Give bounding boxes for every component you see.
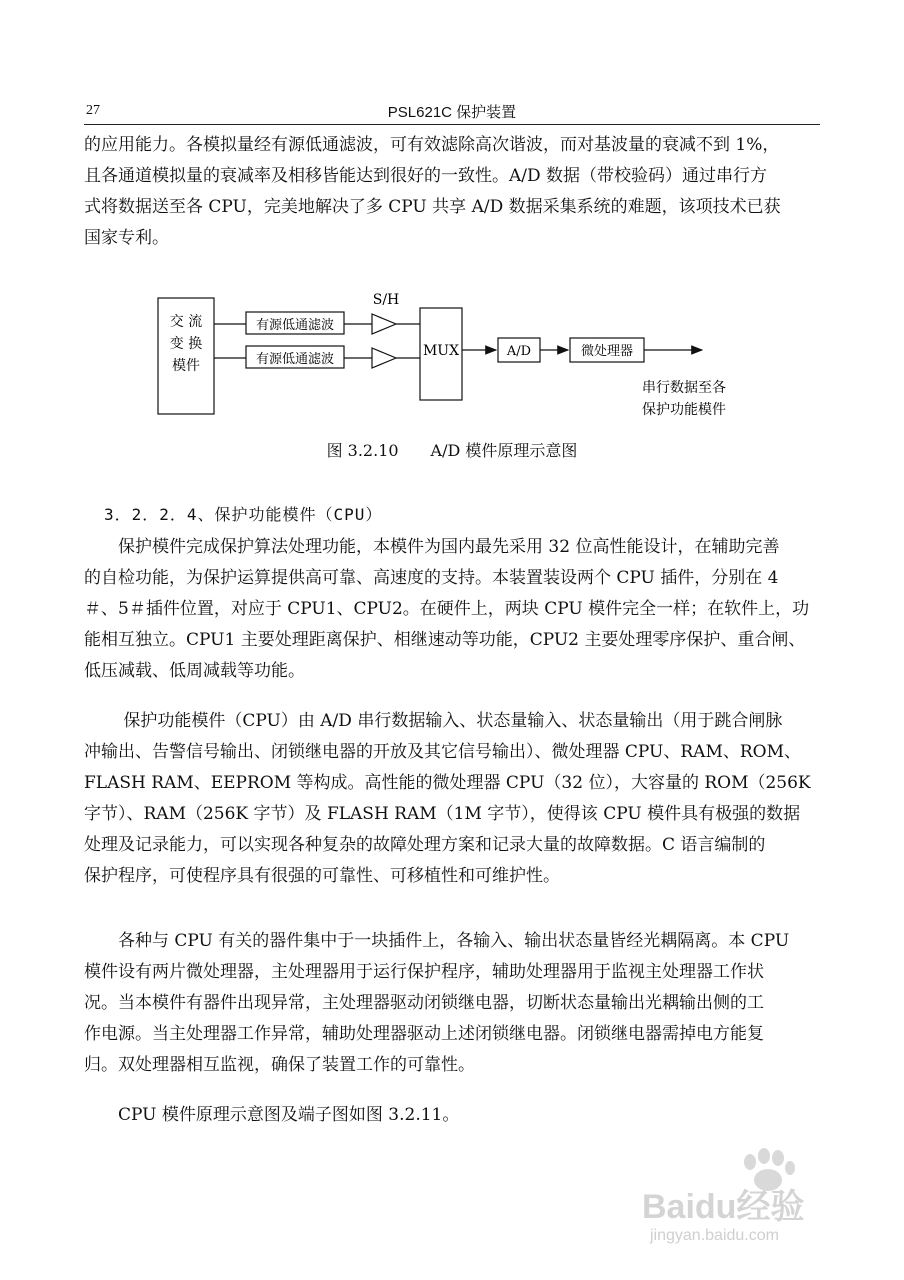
filter-label-2: 有源低通滤波: [255, 352, 335, 367]
text-line: 保护程序，可使程序具有很强的可靠性、可移植性和可维护性。: [84, 866, 560, 886]
output-label-line2: 保护功能模件: [642, 402, 726, 418]
text-line: 国家专利。: [84, 228, 169, 248]
section-heading: 3．2．2．4、保护功能模件（CPU）: [104, 505, 383, 524]
text-line: 各种与 CPU 有关的器件集中于一块插件上，各输入、输出状态量皆经光耦隔离。本 CPU: [84, 931, 790, 951]
ac-module-label: 交 流: [169, 314, 203, 330]
text-line: 字节）、RAM（256K 字节）及 FLASH RAM（1M 字节），使得该 CPU 模件具有极强的数据: [84, 804, 801, 824]
text-line: 冲输出、告警信号输出、闭锁继电器的开放及其它信号输出）、微处理器 CPU、RAM、ROM、: [84, 742, 802, 762]
text-line: 归。双处理器相互监视，确保了装置工作的可靠性。: [84, 1055, 475, 1075]
baidu-jingyan-watermark: [640, 1146, 840, 1246]
text-line: 的自检功能，为保护运算提供高可靠、高速度的支持。本装置装设两个 CPU 插件，分别在 4: [84, 568, 779, 588]
output-label-line1: 串行数据至各: [642, 380, 726, 396]
text-line: 能相互独立。CPU1 主要处理距离保护、相继速动等功能，CPU2 主要处理零序保护、重合闸、: [84, 630, 806, 650]
watermark-url: jingyan.baidu.com: [650, 1227, 779, 1244]
watermark-brand: Baidu经验: [642, 1188, 805, 1226]
figure-caption: 图 3.2.10 A/D 模件原理示意图: [326, 441, 578, 460]
sample-hold-amplifier-2: [372, 348, 396, 368]
paragraph-1: [84, 130, 822, 254]
text-line: CPU 模件原理示意图及端子图如图 3.2.11。: [84, 1105, 460, 1125]
text-line: 且各通道模拟量的衰减率及相移皆能达到很好的一致性。A/D 数据（带校验码）通过串行方: [84, 166, 768, 186]
page-number: 27: [86, 103, 100, 118]
text-line: 处理及记录能力，可以实现各种复杂的故障处理方案和记录大量的故障数据。C 语言编制的: [84, 835, 766, 855]
text-line: 低压减载、低周减载等功能。: [84, 661, 305, 681]
page-header-title: PSL621C 保护装置: [387, 104, 517, 121]
text-line: 况。当本模件有器件出现异常，主处理器驱动闭锁继电器，切断状态量输出光耦输出侧的工: [84, 993, 764, 1013]
ad-label: A/D: [506, 344, 532, 359]
sh-label: S/H: [372, 292, 400, 308]
ac-module-label: 模件: [172, 358, 200, 374]
text-line: ＃、5＃插件位置，对应于 CPU1、CPU2。在硬件上，两块 CPU 模件完全一样；在软件上，功: [84, 599, 810, 619]
paragraph-4: [84, 926, 822, 1081]
text-line: 保护功能模件（CPU）由 A/D 串行数据输入、状态量输入、状态量输出（用于跳合闸脉: [84, 711, 783, 731]
paragraph-5: [84, 1100, 822, 1131]
microprocessor-label: 微处理器: [580, 344, 634, 359]
ac-module-label: 变 换: [169, 336, 203, 352]
paragraph-2: [84, 532, 822, 687]
sample-hold-amplifier-1: [372, 314, 396, 334]
paw-logo-icon: [744, 1148, 795, 1191]
paragraph-3: [84, 706, 822, 892]
text-line: 式将数据送至各 CPU，完美地解决了多 CPU 共享 A/D 数据采集系统的难题，该项技术已获: [84, 197, 781, 217]
filter-label-1: 有源低通滤波: [255, 318, 335, 333]
text-line: 作电源。当主处理器工作异常，辅助处理器驱动上述闭锁继电器。闭锁继电器需掉电方能复: [84, 1024, 764, 1044]
text-line: FLASH RAM、EEPROM 等构成。高性能的微处理器 CPU（32 位），大容量的 ROM（256K: [84, 773, 811, 793]
text-line: 保护模件完成保护算法处理功能，本模件为国内最先采用 32 位高性能设计，在辅助完善: [84, 537, 780, 557]
mux-label: MUX: [422, 343, 460, 359]
header-divider: [84, 124, 820, 125]
ad-module-diagram: [150, 286, 770, 426]
text-line: 模件设有两片微处理器，主处理器用于运行保护程序，辅助处理器用于监视主处理器工作状: [84, 962, 764, 982]
text-line: 的应用能力。各模拟量经有源低通滤波，可有效滤除高次谐波，而对基波量的衰减不到 1%，: [84, 135, 780, 155]
